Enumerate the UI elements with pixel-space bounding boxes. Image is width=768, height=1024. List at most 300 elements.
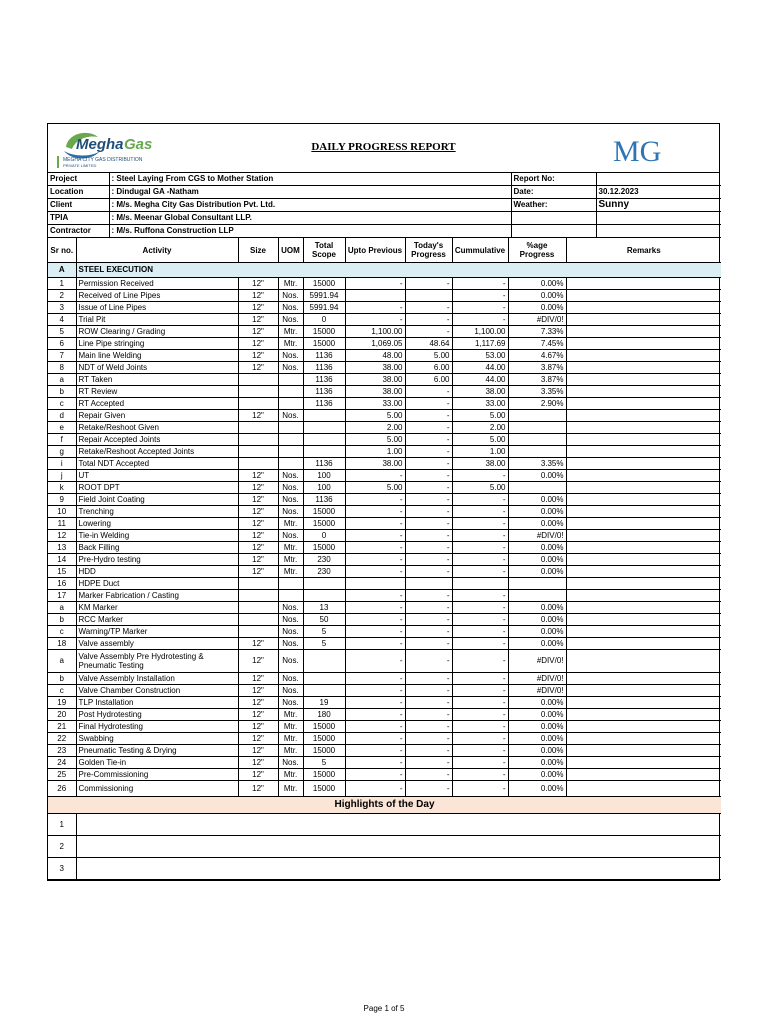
table-row (48, 482, 721, 494)
row-total-scope: 1136 (303, 398, 345, 410)
project-info-table (48, 173, 721, 238)
row-uom (278, 590, 303, 602)
row-pct-progress (508, 446, 566, 458)
row-todays-progress: - (405, 410, 452, 422)
row-total-scope (303, 685, 345, 697)
row-remarks (566, 290, 721, 302)
table-row (48, 554, 721, 566)
col-upto-previous: Upto Previous (345, 238, 405, 263)
row-sr: 19 (48, 697, 76, 709)
row-remarks (566, 386, 721, 398)
row-total-scope: 0 (303, 530, 345, 542)
row-todays-progress: - (405, 326, 452, 338)
row-upto-previous: - (345, 733, 405, 745)
row-pct-progress: 0.00% (508, 745, 566, 757)
table-row (48, 434, 721, 446)
row-uom (278, 446, 303, 458)
row-remarks (566, 745, 721, 757)
row-upto-previous (345, 290, 405, 302)
table-row (48, 590, 721, 602)
row-size: 12" (238, 685, 278, 697)
row-upto-previous: 1,069.05 (345, 338, 405, 350)
row-uom: Mtr. (278, 518, 303, 530)
row-size: 12" (238, 314, 278, 326)
row-cumulative: - (452, 757, 508, 769)
col-activity: Activity (76, 238, 238, 263)
row-activity: Main line Welding (76, 350, 238, 362)
row-total-scope: 15000 (303, 769, 345, 781)
row-cumulative: - (452, 278, 508, 290)
table-row (48, 350, 721, 362)
client-label: Client (48, 199, 109, 212)
col-total-scope: Total Scope (303, 238, 345, 263)
row-remarks (566, 542, 721, 554)
row-uom: Mtr. (278, 733, 303, 745)
row-total-scope: 15000 (303, 338, 345, 350)
row-activity: Valve Assembly Installation (76, 673, 238, 685)
row-pct-progress (508, 590, 566, 602)
row-activity: Repair Given (76, 410, 238, 422)
table-row (48, 374, 721, 386)
row-pct-progress: 0.00% (508, 506, 566, 518)
row-pct-progress: #DIV/0! (508, 685, 566, 697)
row-uom: Nos. (278, 506, 303, 518)
row-uom: Nos. (278, 757, 303, 769)
row-total-scope (303, 434, 345, 446)
row-todays-progress: - (405, 470, 452, 482)
row-cumulative: 5.00 (452, 482, 508, 494)
row-pct-progress: 0.00% (508, 542, 566, 554)
row-size: 12" (238, 769, 278, 781)
table-row (48, 578, 721, 590)
row-cumulative: - (452, 470, 508, 482)
row-upto-previous: - (345, 470, 405, 482)
table-row (48, 542, 721, 554)
row-remarks (566, 458, 721, 470)
table-row (48, 398, 721, 410)
row-pct-progress: 0.00% (508, 781, 566, 797)
report-sheet (47, 123, 720, 881)
tpia-label: TPIA (48, 212, 109, 225)
row-activity: RT Taken (76, 374, 238, 386)
row-cumulative: 1,100.00 (452, 326, 508, 338)
row-size (238, 398, 278, 410)
row-uom: Mtr. (278, 326, 303, 338)
row-upto-previous: 5.00 (345, 410, 405, 422)
row-pct-progress: 0.00% (508, 697, 566, 709)
row-todays-progress: - (405, 278, 452, 290)
row-upto-previous: - (345, 554, 405, 566)
row-todays-progress: - (405, 650, 452, 673)
row-activity: RT Accepted (76, 398, 238, 410)
row-activity: Trial Pit (76, 314, 238, 326)
row-uom: Nos. (278, 697, 303, 709)
row-sr: 17 (48, 590, 76, 602)
row-size (238, 614, 278, 626)
row-cumulative: - (452, 554, 508, 566)
row-cumulative: - (452, 638, 508, 650)
col-uom: UOM (278, 238, 303, 263)
row-cumulative: - (452, 745, 508, 757)
progress-table (48, 238, 721, 880)
row-pct-progress (508, 578, 566, 590)
row-remarks (566, 638, 721, 650)
row-upto-previous: 38.00 (345, 362, 405, 374)
row-size: 12" (238, 709, 278, 721)
row-pct-progress: 0.00% (508, 614, 566, 626)
row-sr: 2 (48, 290, 76, 302)
row-total-scope: 5 (303, 757, 345, 769)
highlights-title: Highlights of the Day (48, 797, 721, 814)
row-cumulative: 2.00 (452, 422, 508, 434)
row-total-scope: 15000 (303, 733, 345, 745)
row-cumulative: - (452, 290, 508, 302)
row-upto-previous: - (345, 685, 405, 697)
row-pct-progress (508, 410, 566, 422)
row-remarks (566, 494, 721, 506)
row-pct-progress: 3.87% (508, 362, 566, 374)
row-sr: d (48, 410, 76, 422)
row-uom: Nos. (278, 530, 303, 542)
row-pct-progress: 0.00% (508, 638, 566, 650)
row-activity: Pre-Hydro testing (76, 554, 238, 566)
row-size: 12" (238, 362, 278, 374)
row-uom: Nos. (278, 638, 303, 650)
row-cumulative: - (452, 314, 508, 326)
row-remarks (566, 626, 721, 638)
location-label: Location (48, 186, 109, 199)
row-activity: Lowering (76, 518, 238, 530)
row-size: 12" (238, 326, 278, 338)
row-sr: 7 (48, 350, 76, 362)
row-activity: Field Joint Coating (76, 494, 238, 506)
row-activity: RT Review (76, 386, 238, 398)
row-todays-progress: - (405, 673, 452, 685)
table-row (48, 422, 721, 434)
table-row (48, 769, 721, 781)
row-remarks (566, 518, 721, 530)
row-todays-progress: - (405, 733, 452, 745)
row-pct-progress: 4.67% (508, 350, 566, 362)
row-uom (278, 386, 303, 398)
row-todays-progress: - (405, 446, 452, 458)
row-sr: 15 (48, 566, 76, 578)
table-row (48, 362, 721, 374)
row-todays-progress: - (405, 721, 452, 733)
row-uom: Mtr. (278, 278, 303, 290)
row-upto-previous: - (345, 638, 405, 650)
report-no-label: Report No: (511, 173, 596, 186)
row-size: 12" (238, 542, 278, 554)
row-pct-progress (508, 434, 566, 446)
row-todays-progress: - (405, 757, 452, 769)
row-uom: Nos. (278, 494, 303, 506)
row-pct-progress: 0.00% (508, 626, 566, 638)
table-row (48, 302, 721, 314)
mg-logo (611, 133, 681, 167)
row-remarks (566, 685, 721, 697)
table-row (48, 338, 721, 350)
row-sr: a (48, 602, 76, 614)
svg-text:Gas: Gas (124, 136, 153, 153)
row-todays-progress: - (405, 542, 452, 554)
table-row (48, 326, 721, 338)
highlight-text[interactable] (76, 814, 721, 836)
row-cumulative: - (452, 518, 508, 530)
row-total-scope: 230 (303, 566, 345, 578)
row-remarks (566, 578, 721, 590)
row-total-scope: 5991.94 (303, 302, 345, 314)
row-upto-previous: - (345, 614, 405, 626)
row-upto-previous: - (345, 566, 405, 578)
row-todays-progress: - (405, 314, 452, 326)
row-sr: e (48, 422, 76, 434)
row-total-scope: 15000 (303, 506, 345, 518)
row-sr: 10 (48, 506, 76, 518)
row-activity: ROOT DPT (76, 482, 238, 494)
table-row (48, 446, 721, 458)
row-sr: 25 (48, 769, 76, 781)
row-size (238, 626, 278, 638)
row-size (238, 446, 278, 458)
row-sr: j (48, 470, 76, 482)
row-activity: Retake/Reshoot Given (76, 422, 238, 434)
table-row (48, 709, 721, 721)
row-uom: Mtr. (278, 709, 303, 721)
row-todays-progress: - (405, 506, 452, 518)
section-label: STEEL EXECUTION (76, 263, 721, 278)
row-total-scope (303, 446, 345, 458)
row-activity: Pre-Commissioning (76, 769, 238, 781)
col-sr: Sr no. (48, 238, 76, 263)
row-upto-previous: - (345, 494, 405, 506)
row-cumulative: - (452, 769, 508, 781)
row-sr: 9 (48, 494, 76, 506)
row-uom (278, 422, 303, 434)
row-uom: Nos. (278, 614, 303, 626)
row-remarks (566, 434, 721, 446)
table-row (48, 458, 721, 470)
row-total-scope: 15000 (303, 518, 345, 530)
row-todays-progress: - (405, 398, 452, 410)
row-upto-previous: 1,100.00 (345, 326, 405, 338)
col-pct-progress: %age Progress (508, 238, 566, 263)
row-pct-progress: 3.35% (508, 458, 566, 470)
row-sr: g (48, 446, 76, 458)
row-pct-progress: 0.00% (508, 494, 566, 506)
row-cumulative: 33.00 (452, 398, 508, 410)
table-row (48, 602, 721, 614)
row-pct-progress: 0.00% (508, 769, 566, 781)
highlight-row (48, 858, 721, 880)
row-todays-progress: - (405, 602, 452, 614)
row-size: 12" (238, 673, 278, 685)
row-activity: Line Pipe stringing (76, 338, 238, 350)
row-size: 12" (238, 470, 278, 482)
location-value: : Dindugal GA -Natham (109, 186, 511, 199)
row-pct-progress: 0.00% (508, 566, 566, 578)
row-size: 12" (238, 302, 278, 314)
row-uom: Nos. (278, 650, 303, 673)
row-activity: Valve assembly (76, 638, 238, 650)
row-sr: c (48, 398, 76, 410)
row-total-scope: 13 (303, 602, 345, 614)
row-cumulative: 44.00 (452, 362, 508, 374)
row-sr: 13 (48, 542, 76, 554)
row-size: 12" (238, 290, 278, 302)
row-total-scope: 1136 (303, 458, 345, 470)
row-upto-previous: - (345, 518, 405, 530)
row-activity: Received of Line Pipes (76, 290, 238, 302)
row-total-scope: 15000 (303, 781, 345, 797)
row-uom: Mtr. (278, 721, 303, 733)
row-uom: Mtr. (278, 554, 303, 566)
row-remarks (566, 769, 721, 781)
row-todays-progress: - (405, 530, 452, 542)
project-value: : Steel Laying From CGS to Mother Station (109, 173, 511, 186)
row-cumulative: 1,117.69 (452, 338, 508, 350)
row-cumulative: - (452, 721, 508, 733)
row-pct-progress: 0.00% (508, 602, 566, 614)
row-cumulative: 53.00 (452, 350, 508, 362)
row-sr: 3 (48, 302, 76, 314)
row-uom: Mtr. (278, 542, 303, 554)
table-row (48, 697, 721, 709)
row-todays-progress: - (405, 518, 452, 530)
row-todays-progress: - (405, 482, 452, 494)
row-remarks (566, 602, 721, 614)
row-total-scope (303, 673, 345, 685)
row-todays-progress: - (405, 590, 452, 602)
row-todays-progress: - (405, 781, 452, 797)
row-uom: Nos. (278, 602, 303, 614)
row-remarks (566, 697, 721, 709)
row-todays-progress: - (405, 386, 452, 398)
row-pct-progress: 0.00% (508, 709, 566, 721)
row-sr: c (48, 685, 76, 697)
row-activity: Repair Accepted Joints (76, 434, 238, 446)
row-pct-progress: 0.00% (508, 757, 566, 769)
row-remarks (566, 781, 721, 797)
row-total-scope: 0 (303, 314, 345, 326)
section-row (48, 263, 721, 278)
row-todays-progress: - (405, 494, 452, 506)
row-total-scope: 15000 (303, 278, 345, 290)
row-pct-progress: 7.45% (508, 338, 566, 350)
row-activity: TLP Installation (76, 697, 238, 709)
row-upto-previous: 5.00 (345, 482, 405, 494)
table-row (48, 781, 721, 797)
row-sr: c (48, 626, 76, 638)
row-pct-progress: 0.00% (508, 470, 566, 482)
highlight-number: 1 (48, 814, 76, 836)
row-activity: Permission Received (76, 278, 238, 290)
weather-label: Weather: (511, 199, 596, 212)
table-row (48, 733, 721, 745)
row-size: 12" (238, 745, 278, 757)
row-todays-progress: 48.64 (405, 338, 452, 350)
row-sr: 12 (48, 530, 76, 542)
row-uom: Mtr. (278, 781, 303, 797)
row-todays-progress (405, 290, 452, 302)
row-uom (278, 374, 303, 386)
row-remarks (566, 446, 721, 458)
table-row (48, 673, 721, 685)
row-uom: Nos. (278, 685, 303, 697)
row-todays-progress: - (405, 422, 452, 434)
row-total-scope: 1136 (303, 362, 345, 374)
row-cumulative: - (452, 697, 508, 709)
svg-text:PRIVATE LIMITED: PRIVATE LIMITED (63, 163, 97, 168)
row-cumulative: - (452, 673, 508, 685)
row-size: 12" (238, 530, 278, 542)
row-sr: 4 (48, 314, 76, 326)
row-activity: Marker Fabrication / Casting (76, 590, 238, 602)
row-upto-previous: 5.00 (345, 434, 405, 446)
highlight-number: 2 (48, 836, 76, 858)
row-size (238, 422, 278, 434)
row-todays-progress: - (405, 685, 452, 697)
row-cumulative: - (452, 530, 508, 542)
row-uom: Nos. (278, 470, 303, 482)
highlight-text[interactable] (76, 858, 721, 880)
row-sr: 11 (48, 518, 76, 530)
row-size: 12" (238, 554, 278, 566)
row-pct-progress: 3.35% (508, 386, 566, 398)
row-total-scope: 100 (303, 482, 345, 494)
row-total-scope: 15000 (303, 745, 345, 757)
row-sr: 14 (48, 554, 76, 566)
row-sr: f (48, 434, 76, 446)
highlight-number: 3 (48, 858, 76, 880)
row-size: 12" (238, 566, 278, 578)
row-cumulative: 5.00 (452, 410, 508, 422)
row-cumulative: - (452, 733, 508, 745)
row-pct-progress: 0.00% (508, 721, 566, 733)
row-activity: NDT of Weld Joints (76, 362, 238, 374)
row-upto-previous: 38.00 (345, 458, 405, 470)
highlight-text[interactable] (76, 836, 721, 858)
row-todays-progress: - (405, 769, 452, 781)
row-upto-previous: 2.00 (345, 422, 405, 434)
table-row (48, 614, 721, 626)
row-size (238, 386, 278, 398)
row-sr: i (48, 458, 76, 470)
row-uom: Nos. (278, 482, 303, 494)
row-upto-previous: - (345, 506, 405, 518)
row-remarks (566, 338, 721, 350)
row-remarks (566, 278, 721, 290)
row-activity: Final Hydrotesting (76, 721, 238, 733)
row-cumulative: 38.00 (452, 458, 508, 470)
row-total-scope: 5 (303, 626, 345, 638)
row-size: 12" (238, 733, 278, 745)
row-remarks (566, 757, 721, 769)
row-activity: ROW Clearing / Grading (76, 326, 238, 338)
row-total-scope: 5991.94 (303, 290, 345, 302)
row-upto-previous: - (345, 314, 405, 326)
row-remarks (566, 410, 721, 422)
table-row (48, 494, 721, 506)
row-todays-progress (405, 578, 452, 590)
row-upto-previous: - (345, 721, 405, 733)
row-upto-previous: - (345, 278, 405, 290)
row-upto-previous: - (345, 590, 405, 602)
date-value: 30.12.2023 (596, 186, 721, 199)
row-sr: 16 (48, 578, 76, 590)
table-row (48, 290, 721, 302)
table-row (48, 566, 721, 578)
